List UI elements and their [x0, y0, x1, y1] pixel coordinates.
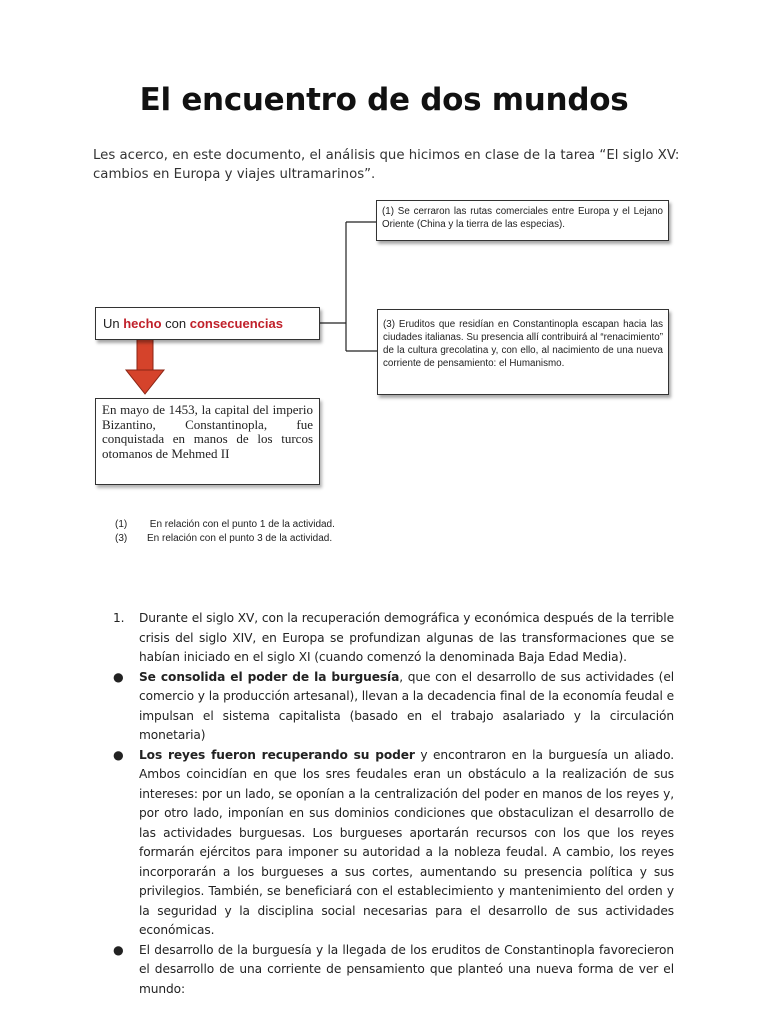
- page-title: El encuentro de dos mundos: [139, 82, 629, 118]
- consequence-3-text: (3) Eruditos que residían en Constantinopla escapan hacia las ciudades italianas. Su presencia allí contribuirá al “renacimiento” de la cultura grecolatina y, con ello, al nacimiento de una nueva corriente de pensamiento: el Humanismo.: [383, 319, 663, 369]
- bullet-icon: ●: [113, 747, 124, 762]
- list-item: ● Se consolida el poder de la burguesía, que con el desarrollo de sus actividades (el comercio y la producción artesanal), llevan a la decadencia final de la economía feudal e impulsan el sistema capitalista (basado en el trabajo asalariado y la circulación monetaria): [113, 669, 674, 742]
- list-item: ● El desarrollo de la burguesía y la llegada de los eruditos de Constantinopla favorecieron el desarrollo de una corriente de pensamiento que planteó una nueva forma de ver el mundo:: [113, 942, 674, 996]
- footnote-1: (1) En relación con el punto 1 de la actividad.: [115, 519, 335, 530]
- event-box: [95, 307, 320, 340]
- footnote-3: (3) En relación con el punto 3 de la actividad.: [115, 533, 333, 544]
- bullet-icon: ●: [113, 669, 124, 684]
- event-keyword-hecho: hecho: [123, 316, 162, 331]
- consequence-1-text: (1) Se cerraron las rutas comerciales entre Europa y el Lejano Oriente (China y la tierra de las especias).: [382, 206, 663, 230]
- footnotes: [115, 518, 335, 546]
- list-item: 1. Durante el siglo XV, con la recuperación demográfica y económica después de la terrible crisis del siglo XIV, en Europa se profundizan algunas de las transformaciones que se habían iniciado en el siglo XI (cuando comenzó la denominada Baja Edad Media).: [113, 611, 674, 664]
- historical-fact-box: [95, 398, 320, 485]
- intro-paragraph: Les acerco, en este documento, el análisis que hicimos en clase de la tarea “El siglo XV: cambios en Europa y viajes ultramarinos”.: [93, 148, 680, 182]
- body-text: [113, 609, 674, 999]
- consequence-box-3: [377, 309, 669, 395]
- down-arrow-icon: [126, 334, 164, 394]
- historical-fact-text: En mayo de 1453, la capital del imperio Bizantino, Constantinopla, fue conquistada en manos de los turcos otomanos de Mehmed II: [102, 402, 313, 461]
- event-label: Un hecho con consecuencias: [103, 316, 283, 331]
- list-item: ● Los reyes fueron recuperando su poder y encontraron en la burguesía un aliado. Ambos coincidían en que los sres feudales eran un obstáculo a la realización de sus intereses: por un lado, se oponían a la centralización del poder en manos de los reyes y, por otro lado, imponían en sus dominios condiciones que obstaculizan el desarrollo de las actividades burguesas. Los burgueses aportarán recursos con los que los reyes formarán ejércitos para imponer su autoridad a la nobleza feudal. A cambio, los reyes incorporarán a los burgueses a sus cortes, aumentando su presencia política y sus privilegios. También, se beneficiará con el establecimiento y mantenimiento del orden y la seguridad y la disciplina social necesarias para el desarrollo de sus actividades económicas.: [113, 747, 674, 937]
- event-keyword-consecuencias: consecuencias: [189, 316, 283, 331]
- consequence-box-1: [376, 200, 669, 241]
- bullet-icon: ●: [113, 942, 124, 957]
